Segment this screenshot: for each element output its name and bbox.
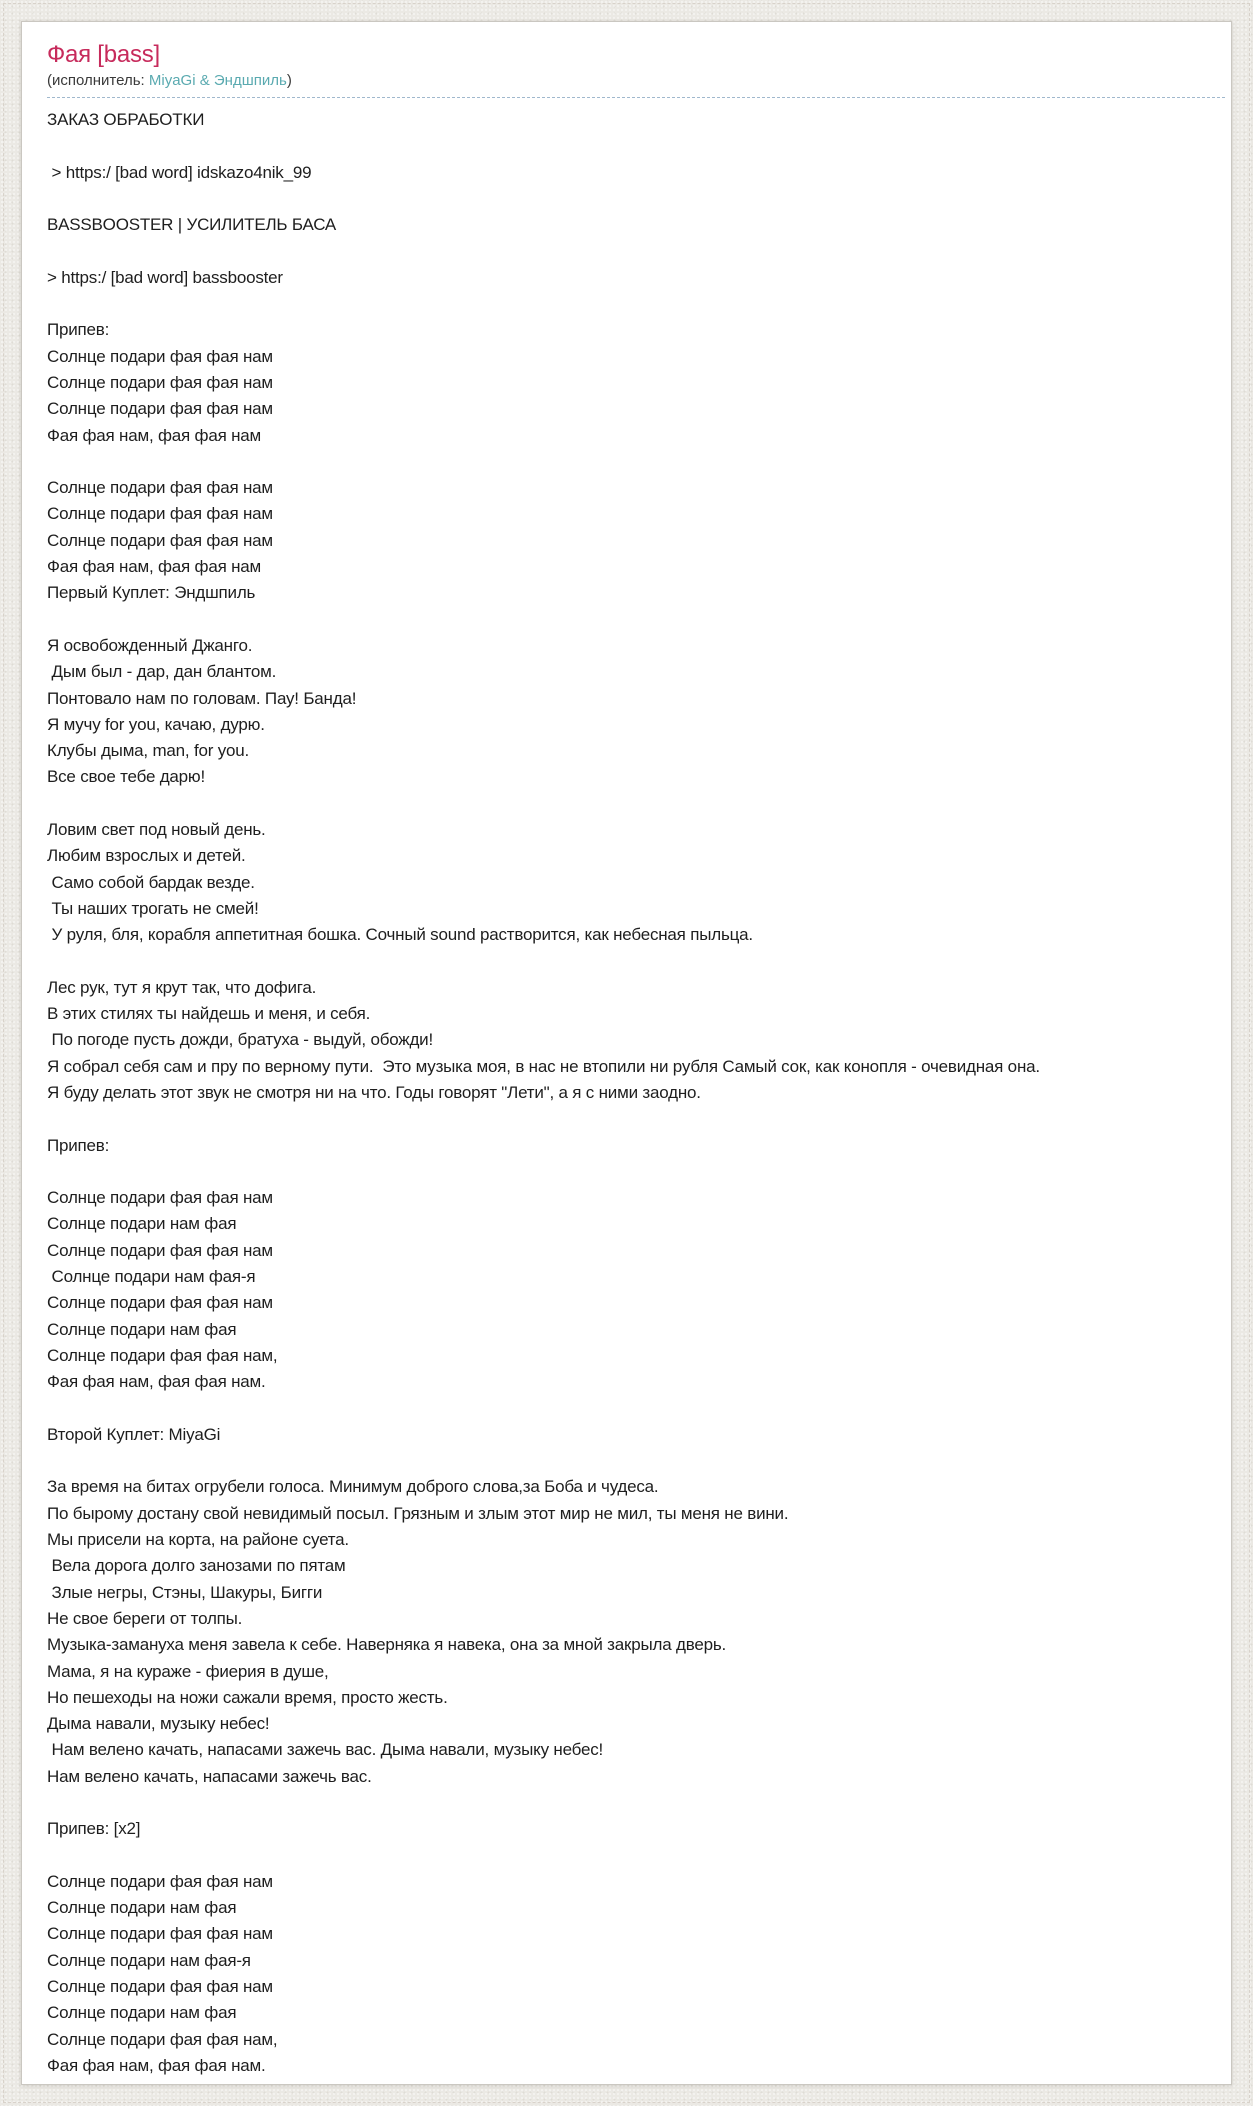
lyrics-line: Солнце подари нам фая-я [47,1950,251,1970]
lyrics-line: Но пешеходы на ножи сажали время, просто жесть. [47,1687,448,1707]
lyrics-line: Припев: [x2] [47,1819,141,1839]
lyrics-line: Солнце подари фая фая нам [47,346,273,366]
lyrics-line: Любим взрослых и детей. [47,846,246,866]
lyrics-card [21,21,1232,2085]
lyrics-line: Ловим свет под новый день. [47,820,266,840]
lyrics-line [47,133,1231,159]
lyrics-line: Припев: [47,1135,110,1155]
lyrics-line: Солнце подари фая фая нам [47,372,273,392]
lyrics-line: ЗАКАЗ ОБРАБОТКИ [47,110,205,129]
lyrics-line: Солнце подари фая фая нам [47,1977,273,1997]
lyrics-line [47,949,1231,975]
song-title: Фая [bass] [47,41,160,68]
lyrics-line: Солнце подари нам фая [47,2003,237,2023]
lyrics-line: Клубы дыма, man, for you. [47,741,250,761]
lyrics-line: У руля, бля, корабля аппетитная бошка. Сочный sound растворится, как небесная пыльца. [47,925,753,945]
lyrics-line: Мы присели на корта, на районе суета. [47,1530,349,1550]
lyrics-line: Солнце подари фая фая нам [47,1188,273,1208]
lyrics-line: Солнце подари фая фая нам, [47,2029,278,2049]
artist-prefix: (исполнитель: [47,72,149,89]
lyrics-line: Первый Куплет: Эндшпиль [47,583,256,603]
lyrics-line: Фая фая нам, фая фая нам [47,557,262,577]
lyrics-line: Я мучу for you, качаю, дурю. [47,714,265,734]
lyrics-line: Солнце подари фая фая нам [47,1871,273,1891]
lyrics-line: > https:/ [bad word] idskazo4nik_99 [47,162,312,182]
lyrics-line: Солнце подари фая фая нам [47,1924,273,1944]
lyrics-text [47,107,1231,2079]
lyrics-line: Лес рук, тут я крут так, что дофига. [47,977,317,997]
lyrics-line [47,1159,1231,1185]
lyrics-line: Солнце подари нам фая [47,1319,237,1339]
lyrics-line: По бырому достану свой невидимый посыл. Грязным и злым этот мир не мил, ты меня не вини. [47,1503,789,1523]
lyrics-line: Солнце подари нам фая-я [47,1267,256,1287]
lyrics-line: Все свое тебе дарю! [47,767,205,787]
lyrics-line: Злые негры, Стэны, Шакуры, Бигги [47,1582,323,1602]
lyrics-line: Солнце подари фая фая нам [47,504,273,524]
lyrics-line [47,238,1231,264]
lyrics-line: Нам велено качать, напасами зажечь вас. [47,1766,372,1786]
lyrics-line: Второй Куплет: MiyaGi [47,1424,221,1444]
artist-suffix: ) [286,72,292,89]
lyrics-line: Понтовало нам по головам. Пау! Банда! [47,688,357,708]
lyrics-line: Дым был - дар, дан блантом. [47,662,277,682]
lyrics-line: Фая фая нам, фая фая нам. [47,1372,266,1392]
lyrics-line: Не свое береги от толпы. [47,1608,243,1628]
artist-line [47,72,1225,98]
lyrics-line [47,291,1231,317]
lyrics-line: В этих стилях ты найдешь и меня, и себя. [47,1004,371,1024]
lyrics-line: Солнце подари фая фая нам [47,1240,273,1260]
lyrics-line: Само собой бардак везде. [47,872,255,892]
artist-link[interactable]: MiyaGi & Эндшпиль [148,72,287,89]
lyrics-line: По погоде пусть дожди, братуха - выдуй, обожди! [47,1030,433,1050]
lyrics-line [47,449,1231,475]
lyrics-line: Солнце подари фая фая нам [47,530,273,550]
lyrics-line: > https:/ [bad word] bassbooster [47,267,283,287]
lyrics-line [47,607,1231,633]
lyrics-line: Ты наших трогать не смей! [47,898,259,918]
lyrics-line [47,1448,1231,1474]
lyrics-line: Фая фая нам, фая фая нам. [47,2055,266,2075]
lyrics-line [47,186,1231,212]
lyrics-line [47,1396,1231,1422]
lyrics-line: Я буду делать этот звук не смотря ни на что. Годы говорят "Лети", а я с ними заодно. [47,1082,701,1102]
lyrics-line: Припев: [47,320,110,340]
lyrics-line: Мама, я на кураже - фиерия в душе, [47,1661,329,1681]
lyrics-line: Солнце подари фая фая нам [47,478,273,498]
lyrics-line [47,1106,1231,1132]
lyrics-line: Нам велено качать, напасами зажечь вас. Дыма навали, музыку небес! [47,1740,604,1760]
lyrics-line [47,1790,1231,1816]
lyrics-line: Солнце подари нам фая [47,1214,237,1234]
lyrics-line [47,791,1231,817]
lyrics-line: Фая фая нам, фая фая нам [47,425,262,445]
lyrics-line: Солнце подари фая фая нам [47,1293,273,1313]
lyrics-line: Музыка-замануха меня завела к себе. Наверняка я навека, она за мной закрыла дверь. [47,1635,727,1655]
lyrics-line: BASSBOOSTER | УСИЛИТЕЛЬ БАСА [47,215,337,235]
lyrics-line: Солнце подари нам фая [47,1898,237,1918]
lyrics-line: Солнце подари фая фая нам, [47,1345,278,1365]
lyrics-line: Я освобожденный Джанго. [47,635,253,655]
lyrics-line: Солнце подари фая фая нам [47,399,273,419]
lyrics-line: Дыма навали, музыку небес! [47,1714,270,1734]
lyrics-line: Вела дорога долго занозами по пятам [47,1556,346,1576]
lyrics-line: За время на битах огрубели голоса. Минимум доброго слова,за Боба и чудеса. [47,1477,659,1497]
lyrics-line [47,1843,1231,1869]
lyrics-line: Я собрал себя сам и пру по верному пути. Это музыка моя, в нас не втопили ни рубля Самый сок, как конопля - очевидная она. [47,1056,1040,1076]
